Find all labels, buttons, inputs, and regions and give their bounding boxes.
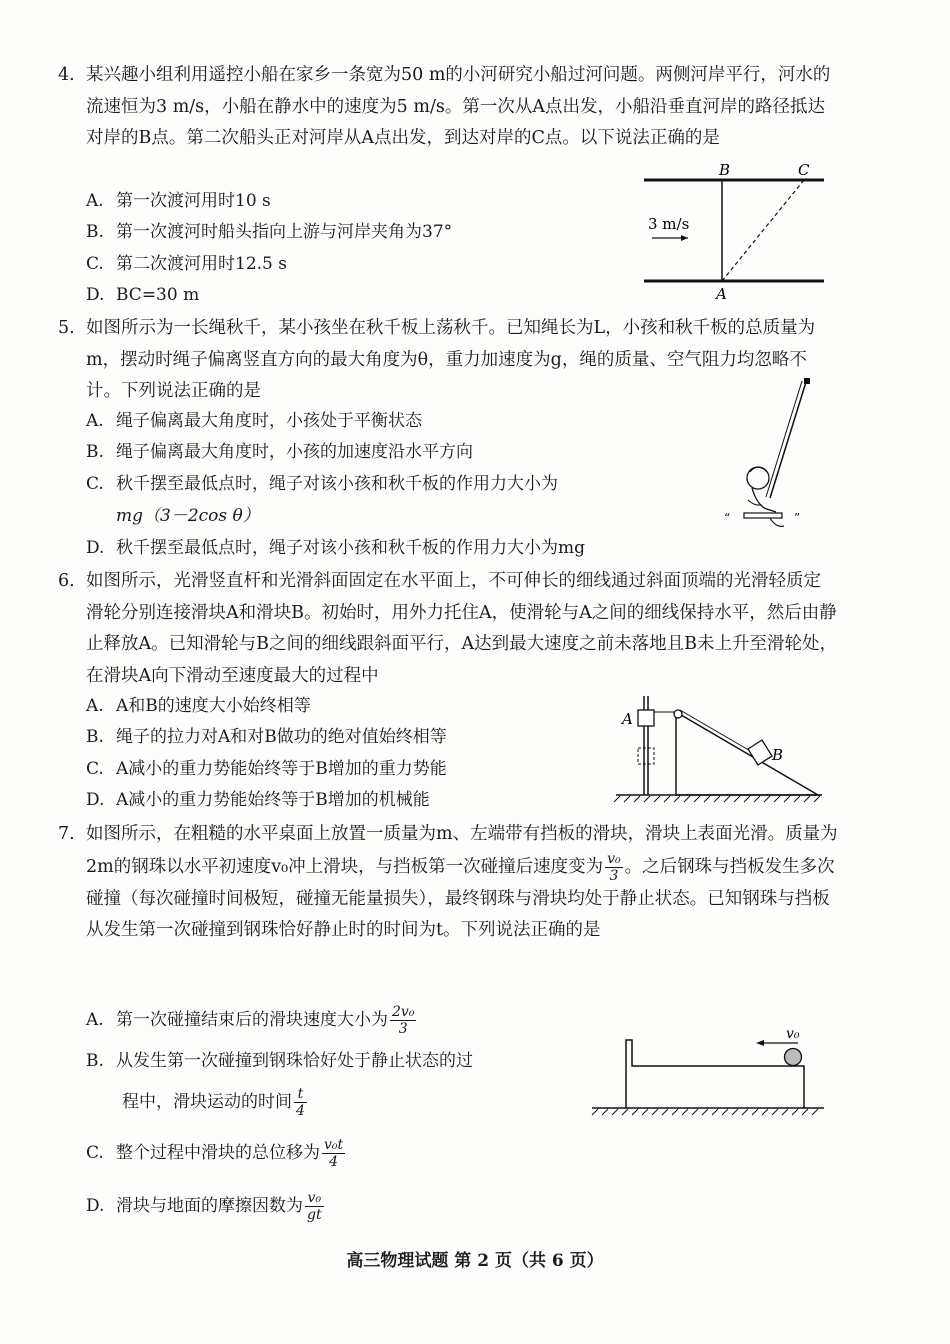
ground-hatch bbox=[614, 796, 820, 802]
motion-mark-icon: ” bbox=[794, 511, 801, 525]
question-number: 4. bbox=[58, 65, 75, 85]
option-a: A. 第一次碰撞结束后的滑块速度大小为 $\frac{\text{2v₀}}{3}$ bbox=[86, 1004, 415, 1037]
label-a: A bbox=[622, 710, 633, 728]
option-d: D. A减小的重力势能始终等于B增加的机械能 bbox=[86, 790, 430, 810]
option-c: C. 秋千摆至最低点时，绳子对该小孩和秋千板的作用力大小为 bbox=[86, 474, 558, 494]
arrow-head-icon bbox=[756, 1040, 764, 1046]
string-incline-line bbox=[680, 710, 752, 752]
steel-ball-icon bbox=[785, 1049, 802, 1066]
child-leg-icon bbox=[770, 518, 784, 526]
label-b: B bbox=[719, 161, 731, 179]
option-b: B. 第一次渡河时船头指向上游与河岸夹角为37° bbox=[86, 222, 453, 242]
block-b-icon bbox=[748, 740, 772, 765]
pulley-icon bbox=[674, 710, 682, 718]
question-stem: 如图所示为一长绳秋千，某小孩坐在秋千板上荡秋千。已知绳长为L，小孩和秋千板的总质量为m，摆动时绳子偏离竖直方向的最大角度为θ，重力加速度为g，绳的质量、空气阻力均忽略不计。下列说法正确的是 bbox=[86, 318, 816, 401]
swing-seat-icon bbox=[744, 513, 782, 518]
rope-line-2 bbox=[766, 381, 802, 497]
arrow-head-icon bbox=[681, 235, 688, 241]
option-b-continued: 程中，滑块运动的时间 $\frac{t}{4}$ bbox=[122, 1086, 305, 1119]
pivot-icon bbox=[804, 378, 810, 384]
fraction: $\frac{\text{v₀}}{gt}$ bbox=[307, 1190, 322, 1223]
fraction: $\frac{\text{v₀}}{3}$ bbox=[607, 850, 621, 884]
option-a: A. 绳子偏离最大角度时，小孩处于平衡状态 bbox=[86, 411, 422, 431]
option-d: D. BC=30 m bbox=[86, 285, 200, 305]
question-number: 6. bbox=[58, 571, 75, 591]
block-a-icon bbox=[638, 710, 654, 726]
pulley-incline-figure bbox=[612, 692, 826, 804]
question-7 bbox=[58, 819, 838, 947]
speed-label: 3 m/s bbox=[648, 215, 690, 233]
incline-triangle bbox=[676, 712, 818, 795]
option-c: C. 第二次渡河用时12.5 s bbox=[86, 254, 287, 274]
option-c-continued: mg（3－2cos θ） bbox=[116, 506, 260, 526]
question-stem: 如图所示，在粗糙的水平桌面上放置一质量为m、左端带有挡板的滑块，滑块上表面光滑。质量为2m的钢珠以水平初速度v₀冲上滑块，与挡板第一次碰撞后速度变为 $\frac{\text{v₀}}{3}$ 。之后钢珠与挡板发生多次碰撞（每次碰撞时间极短，碰撞无能量损失），最终钢珠与滑块均处于静止状态。已知钢珠与挡板从发生第一次碰撞到钢珠恰好静止时的时间为t。下列说法正确的是 bbox=[86, 824, 838, 940]
option-b: B. 从发生第一次碰撞到钢珠恰好处于静止状态的过 bbox=[86, 1051, 473, 1071]
label-c: C bbox=[798, 161, 810, 179]
option-c: C. A减小的重力势能始终等于B增加的重力势能 bbox=[86, 759, 447, 779]
option-a: A. 第一次渡河用时10 s bbox=[86, 191, 271, 211]
question-5 bbox=[58, 313, 838, 408]
question-4 bbox=[58, 60, 838, 155]
option-c: C. 整个过程中滑块的总位移为 $\frac{\text{v₀t}}{4}$ bbox=[86, 1137, 344, 1170]
option-a: A. A和B的速度大小始终相等 bbox=[86, 696, 311, 716]
question-6 bbox=[58, 566, 838, 692]
label-a: A bbox=[716, 285, 727, 303]
fraction: $\frac{\text{2v₀}}{3}$ bbox=[392, 1004, 415, 1037]
label-b: B bbox=[772, 746, 784, 764]
fraction: $\frac{t}{4}$ bbox=[296, 1086, 305, 1119]
question-number: 5. bbox=[58, 318, 75, 338]
fraction: $\frac{\text{v₀t}}{4}$ bbox=[324, 1137, 344, 1170]
path-ac-dashed-line bbox=[722, 180, 804, 281]
collision-figure bbox=[588, 1020, 828, 1120]
swing-figure bbox=[722, 376, 822, 546]
river-crossing-figure bbox=[630, 158, 830, 306]
motion-mark-icon: “ bbox=[724, 511, 731, 525]
rope-line bbox=[770, 382, 806, 498]
slider-with-baffle bbox=[626, 1040, 804, 1108]
page-footer: 高三物理试题 第 2 页（共 6 页） bbox=[346, 1251, 604, 1271]
block-a-dashed-icon bbox=[638, 748, 654, 764]
option-b: B. 绳子的拉力对A和对B做功的绝对值始终相等 bbox=[86, 727, 447, 747]
option-d: D. 秋千摆至最低点时，绳子对该小孩和秋千板的作用力大小为mg bbox=[86, 538, 586, 558]
question-stem: 某兴趣小组利用遥控小船在家乡一条宽为50 m的小河研究小船过河问题。两侧河岸平行，河水的流速恒为3 m/s，小船在静水中的速度为5 m/s。第一次从A点出发，小船沿垂直河岸的路径抵达对岸的B点。第二次船头正对河岸从A点出发，到达对岸的C点。以下说法正确的是 bbox=[86, 65, 831, 148]
question-stem: 如图所示，光滑竖直杆和光滑斜面固定在水平面上，不可伸长的细线通过斜面顶端的光滑轻质定滑轮分别连接滑块A和滑块B。初始时，用外力托住A，使滑轮与A之间的细线保持水平，然后由静止释放A。已知滑轮与B之间的细线跟斜面平行，A达到最大速度之前未落地且B未上升至滑轮处，在滑块A向下滑动至速度最大的过程中 bbox=[86, 571, 837, 686]
option-b: B. 绳子偏离最大角度时，小孩的加速度沿水平方向 bbox=[86, 442, 473, 462]
question-number: 7. bbox=[58, 824, 75, 844]
option-d: D. 滑块与地面的摩擦因数为 $\frac{\text{v₀}}{gt}$ bbox=[86, 1190, 322, 1223]
velocity-label: v₀ bbox=[786, 1026, 800, 1042]
table-hatch bbox=[592, 1109, 818, 1115]
